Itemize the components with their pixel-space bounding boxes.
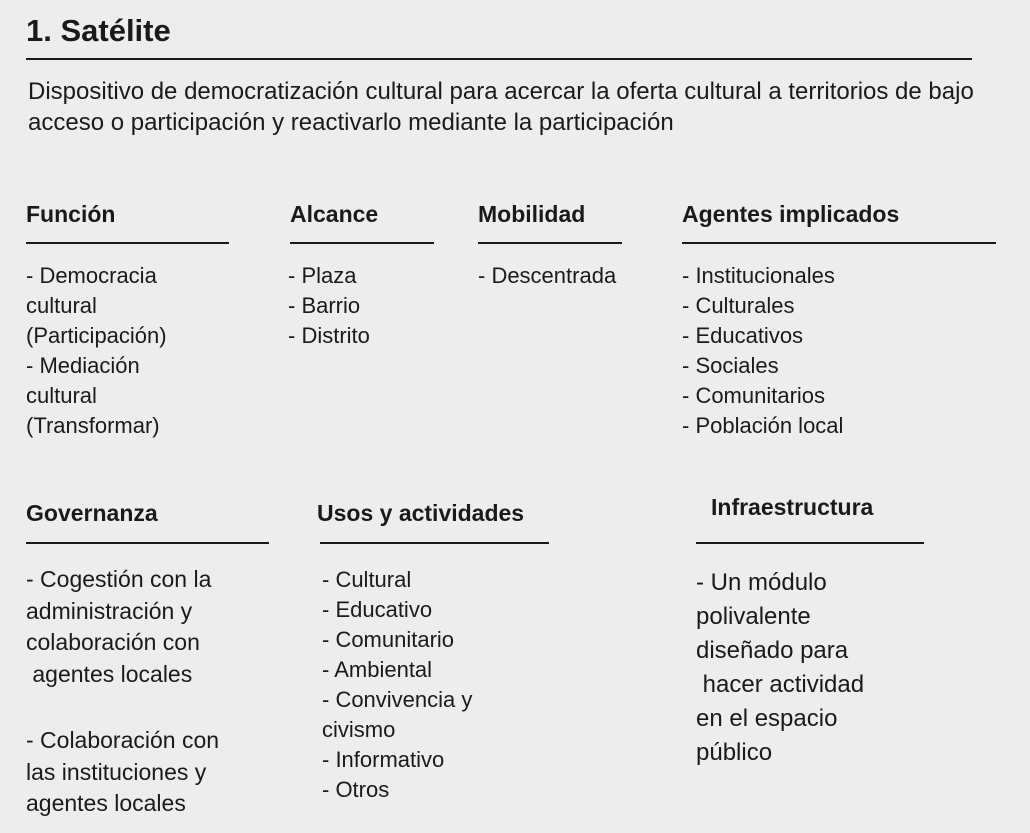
- divider-funcion: [26, 242, 229, 244]
- section-title-governanza: Governanza: [26, 500, 158, 526]
- paragraph-line: agentes locales: [26, 790, 186, 816]
- divider-alcance: [290, 242, 434, 244]
- list-alcance: [288, 261, 370, 351]
- section-title-usos: Usos y actividades: [317, 500, 525, 526]
- title-divider: [26, 58, 972, 60]
- section-title-infraestructura: Infraestructura: [711, 494, 874, 520]
- paragraph-governanza-1: [26, 564, 211, 690]
- list-item: - Informativo: [322, 747, 445, 772]
- list-item: (Participación): [26, 323, 167, 348]
- description: Dispositivo de democratización cultural para acercar la oferta cultural a territorios de bajo acceso o participación y reactivarlo mediante la participación: [28, 78, 974, 136]
- paragraph-infraestructura: [696, 566, 864, 770]
- divider-infraestructura: [696, 542, 924, 544]
- list-item: - Educativos: [682, 323, 804, 348]
- list-item: - Descentrada: [478, 263, 617, 288]
- paragraph-line: las instituciones y: [26, 758, 207, 785]
- list-item: - Educativo: [322, 597, 433, 622]
- list-item: (Transformar): [26, 413, 160, 438]
- list-item: - Cultural: [322, 567, 412, 592]
- section-title-agentes: Agentes implicados: [682, 201, 900, 227]
- paragraph-line: público: [696, 739, 773, 766]
- divider-movilidad: [478, 242, 622, 244]
- section-governanza: [26, 499, 158, 527]
- list-item: - Barrio: [288, 293, 361, 318]
- section-alcance: [290, 200, 378, 228]
- section-usos: [317, 499, 524, 527]
- list-item: - Distrito: [288, 323, 370, 348]
- paragraph-line: en el espacio: [696, 705, 838, 732]
- paragraph-line: - Colaboración con: [26, 727, 220, 753]
- list-item: - Comunitarios: [682, 383, 826, 408]
- paragraph-line: administración y: [26, 597, 193, 624]
- list-usos: [322, 565, 472, 805]
- list-item: - Sociales: [682, 353, 779, 378]
- list-item: - Comunitario: [322, 627, 455, 652]
- paragraph-line: colaboración con: [26, 629, 200, 655]
- paragraph-governanza-2: [26, 725, 219, 820]
- section-infraestructura: [711, 493, 873, 521]
- list-agentes: [682, 261, 843, 441]
- list-funcion: [26, 261, 167, 441]
- paragraph-line: - Un módulo: [696, 569, 827, 596]
- paragraph-line: agentes locales: [26, 660, 193, 687]
- list-item: - Democracia: [26, 263, 157, 288]
- divider-usos: [320, 542, 549, 544]
- page-title: 1. Satélite: [26, 13, 171, 48]
- section-title-movilidad: Mobilidad: [478, 201, 586, 227]
- paragraph-line: hacer actividad: [696, 671, 865, 698]
- list-item: - Convivencia y: [322, 687, 473, 712]
- list-item: - Ambiental: [322, 657, 433, 682]
- list-item: - Población local: [682, 413, 844, 438]
- list-item: - Institucionales: [682, 263, 835, 288]
- section-title-alcance: Alcance: [290, 201, 379, 227]
- list-item: - Mediación: [26, 353, 140, 378]
- list-item: civismo: [322, 717, 396, 742]
- list-movilidad: [478, 261, 616, 291]
- section-funcion: [26, 200, 115, 228]
- paragraph-line: - Cogestión con la: [26, 566, 212, 592]
- divider-governanza: [26, 542, 269, 544]
- list-item: cultural: [26, 383, 97, 408]
- divider-agentes: [682, 242, 996, 244]
- section-title-funcion: Función: [26, 201, 116, 227]
- list-item: - Plaza: [288, 263, 357, 288]
- section-movilidad: [478, 200, 585, 228]
- list-item: - Culturales: [682, 293, 795, 318]
- list-item: - Otros: [322, 777, 390, 802]
- paragraph-line: polivalente: [696, 603, 811, 630]
- section-agentes: [682, 200, 899, 228]
- paragraph-line: diseñado para: [696, 637, 849, 664]
- list-item: cultural: [26, 293, 97, 318]
